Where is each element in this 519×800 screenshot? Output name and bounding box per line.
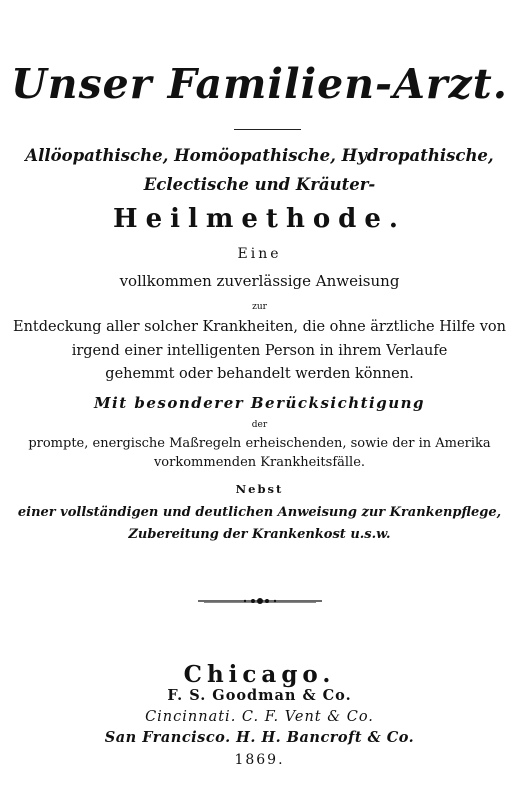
prompte-line-2: vorkommenden Krankheitsfälle. (153, 455, 366, 470)
publisher-line-2: Cincinnati. C. F. Vent & Co. (145, 709, 374, 725)
nebst-line-2: Zubereitung der Krankenkost u.s.w. (128, 527, 391, 542)
prompte-line-1: prompte, energische Maßregeln erheischenden, sowie der in Amerika (28, 436, 491, 451)
nebst-line-1: einer vollständigen und deutlichen Anweisung zur Krankenpflege, (17, 505, 502, 520)
description-line-3: gehemmt oder behandelt werden können. (105, 366, 414, 382)
vollkommen-text: vollkommen zuverlässige Anweisung (119, 272, 400, 290)
description-line-1: Entdeckung aller solcher Krankheiten, die ohne ärztliche Hilfe von (13, 319, 506, 335)
publisher-line-1: F. S. Goodman & Co. (167, 687, 352, 704)
eine-text: Eine (237, 246, 282, 262)
publication-city: Chicago. (183, 661, 336, 688)
book-title: Unser Familien-Arzt. (11, 60, 508, 108)
publisher-line-3: San Francisco. H. H. Bancroft & Co. (104, 729, 415, 746)
publication-year: 1869. (234, 752, 285, 768)
der-text: der (251, 420, 268, 430)
mit-beruecksichtigung-text: Mit besonderer Berücksichtigung (93, 394, 426, 412)
nebst-text: Nebst (235, 482, 284, 496)
zur-text: zur (252, 302, 267, 312)
subtitle-line-2: Eclectische und Kräuter- (143, 175, 376, 194)
description-line-2: irgend einer intelligenten Person in ihrem Verlaufe (71, 343, 448, 359)
subtitle-line-1: Allöopathische, Homöopathische, Hydropathische, (25, 146, 494, 165)
ornamental-divider (196, 596, 324, 606)
title-rule (234, 129, 301, 130)
heilmethode-heading: Heilmethode. (113, 204, 406, 234)
